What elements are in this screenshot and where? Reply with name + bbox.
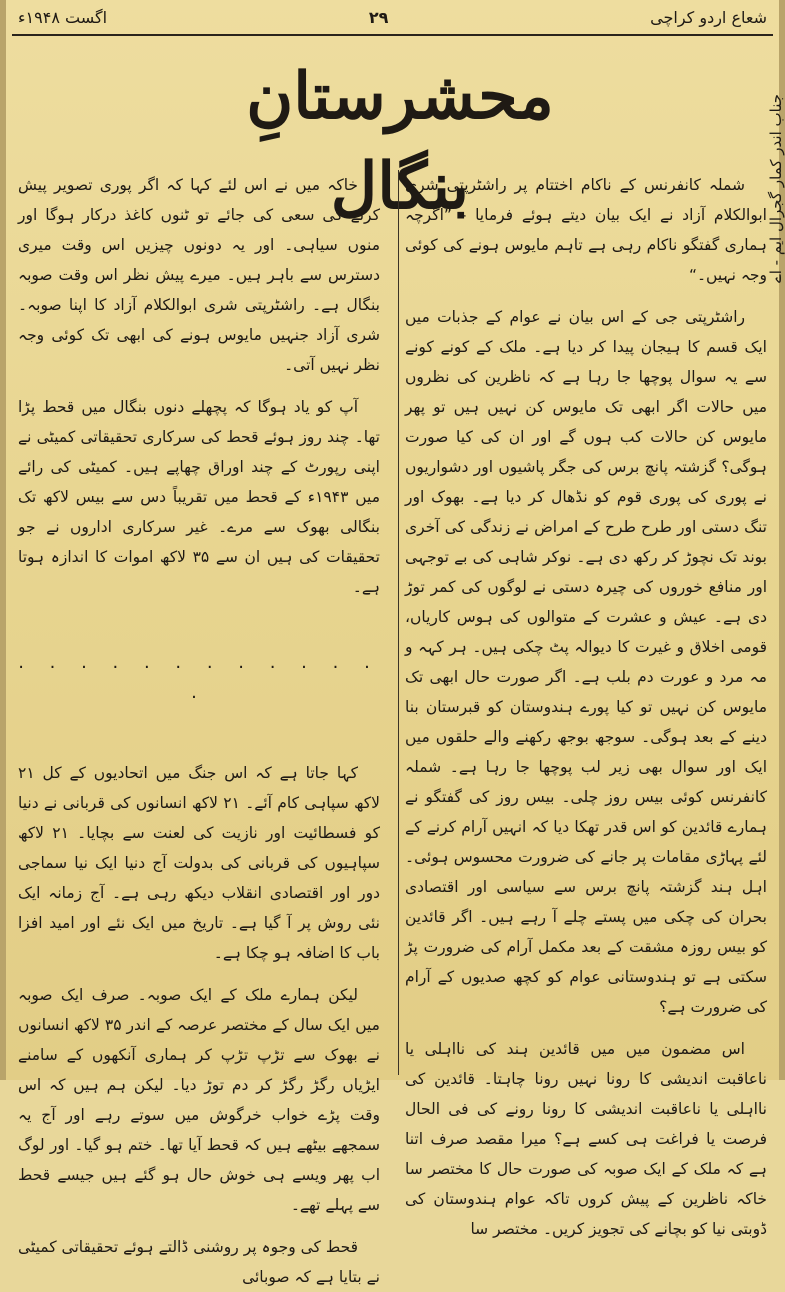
header-date: اگست ۱۹۴۸ء (18, 7, 108, 27)
left-column (18, 170, 380, 1286)
section-separator: . . . . . . . . . . . . . (18, 652, 380, 703)
paragraph: آپ کو یاد ہوگا کہ پچھلے دنوں بنگال میں قحط پڑا تھا۔ چند روز ہوئے قحط کی سرکاری تحقیقاتی کمیٹی نے اپنی رپورٹ کے چند اوراق چھاپے ہیں۔ کمیٹی کی رائے میں ۱۹۴۳ء کے قحط میں تقریباً دس سے بیس لاکھ تک بنگالی بھوک سے مرے۔ غیر سرکاری اداروں نے جو تحقیقات کی ہیں ان سے ۳۵ لاکھ اموات کا اندازہ ہوتا ہے۔ (18, 398, 380, 596)
header-rule (12, 34, 773, 36)
article-author: جناب اندر کمار گجرال ایم - اے (767, 94, 785, 284)
page-number: ۲۹ (368, 7, 389, 27)
page-header (0, 0, 785, 34)
paragraph: راشٹرپتی جی کے اس بیان نے عوام کے جذبات میں ایک قسم کا ہیجان پیدا کر دیا ہے۔ ملک کے کونے کونے سے یہ سوال پوچھا جا رہا ہے کہ ناظرین کی نظروں میں حالات اگر ابھی تک مایوس کن نہیں ہیں تو پھر مایوس کن حالات کب ہوں گے اور ان کی کیا صورت ہوگی؟ گزشتہ پانچ برس کی جگر پاشیوں اور دشواریوں نے پوری کی پوری قوم کو نڈھال کر دیا ہے۔ بھوک اور تنگ دستی اور طرح طرح کے امراض نے زندگی کی آخری بوند تک نچوڑ کر رکھ دی ہے۔ نوکر شاہی کی بے توجہی اور منافع خوروں کی چیرہ دستی نے لوگوں کی کمر توڑ دی ہے۔ عیش و عشرت کے متوالوں کی ہوس کاریاں، قومی اخلاق و غیرت کا دیوالہ پٹ چکی ہیں۔ ہر کہہ و مہ مرد و عورت دم بلب ہے۔ اگر صورت حال ابھی تک مایوس کن نہیں تو کیا پورے ہندوستان کو قبرستان بنا دینے کے بعد ہوگی۔ سوجھ بوجھ رکھنے والے حلقوں میں ایک اور سوال بھی زیر لب پوچھا جا رہا ہے۔ شملہ کانفرنس کوئی بیس روز چلی۔ بیس روز کی گفتگو نے ہمارے قائدین کو اس قدر تھکا دیا کہ انہیں آرام کرنے کے لئے پہاڑی مقامات پر جانے کی ضرورت محسوس ہوئی۔ اہل ہند گزشتہ پانچ برس سے سیاسی اور اقتصادی بحران کی چکی میں پستے چلے آ رہے ہیں۔ اگر قائدین کو بیس روزہ مشقت کے بعد مکمل آرام کی ضرورت پڑ سکتی ہے تو ہندوستانی عوام کو کچھ صدیوں کے آرام کی ضرورت ہے؟ (405, 308, 767, 1016)
page-edge-left (0, 0, 6, 1080)
magazine-name: شعاع اردو کراچی (650, 7, 767, 27)
paragraph: کہا جاتا ہے کہ اس جنگ میں اتحادیوں کے کل ۲۱ لاکھ سپاہی کام آئے۔ ۲۱ لاکھ انسانوں کی قربانی نے دنیا کو فسطائیت اور نازیت کی لعنت سے بچایا۔ ۲۱ لاکھ سپاہیوں کی قربانی کی بدولت آج دنیا ایک نیا سماجی دور اور اقتصادی انقلاب دیکھ رہی ہے۔ آج زمانہ ایک نئی روش پر آ گیا ہے۔ تاریخ میں ایک نئے اور امید افزا باب کا اضافہ ہو چکا ہے۔ (18, 764, 380, 962)
article-title: محشرستانِ بنگال (246, 59, 554, 224)
column-divider (398, 170, 399, 1075)
paragraph: لیکن ہمارے ملک کے ایک صوبہ۔ صرف ایک صوبہ میں ایک سال کے مختصر عرصہ کے اندر ۳۵ لاکھ انسانوں نے بھوک سے تڑپ تڑپ کر ہماری آنکھوں کے سامنے ایڑیاں رگڑ رگڑ کر دم توڑ دیا۔ لیکن ہم ہیں کہ اس وقت پڑے خواب خرگوش میں سوتے رہے اور آج یہ سمجھے بیٹھے ہیں کہ قحط آیا تھا۔ ختم ہو گیا۔ اور لوگ اب پھر ویسے ہی خوش حال ہو گئے ہیں جیسے قحط سے پہلے تھے۔ (18, 986, 380, 1214)
right-column (405, 170, 767, 1238)
paragraph: خاکہ میں نے اس لئے کہا کہ اگر پوری تصویر پیش کرنے کی سعی کی جائے تو ٹنوں کاغذ درکار ہوگا اور منوں سیاہی۔ اور یہ دونوں چیزیں اس وقت میری دسترس سے باہر ہیں۔ میرے پیش نظر اس وقت صوبہ بنگال ہے۔ راشٹرپتی شری ابوالکلام آزاد کا اپنا صوبہ۔ شری آزاد جنہیں مایوس ہونے کی ابھی تک کوئی وجہ نظر نہیں آتی۔ (18, 176, 380, 374)
paragraph: اس مضمون میں میں قائدین ہند کی نااہلی یا ناعاقبت اندیشی کا رونا نہیں رونا چاہتا۔ قائدین کی نااہلی یا ناعاقبت اندیشی کا رونا رونے کی فی الحال فرصت یا فراغت ہی کسے ہے؟ میرا مقصد صرف اتنا ہے کہ ملک کے ایک صوبہ کی صورت حال کا مختصر سا خاکہ ناظرین کے پیش کروں تاکہ عوام ہندوستان کی ڈوبتی نیا کو بچانے کی تجویز کریں۔ مختصر سا (405, 1040, 767, 1238)
paragraph: قحط کی وجوہ پر روشنی ڈالتے ہوئے تحقیقاتی کمیٹی نے بتایا ہے کہ صوبائی (18, 1238, 380, 1286)
paragraph: شملہ کانفرنس کے ناکام اختتام پر راشٹرپتی شری ابوالکلام آزاد نے ایک بیان دیتے ہوئے فرمایا - ”اگرچہ ہماری گفتگو ناکام رہی ہے تاہم مایوس ہونے کی کوئی وجہ نہیں۔“ (405, 176, 767, 284)
